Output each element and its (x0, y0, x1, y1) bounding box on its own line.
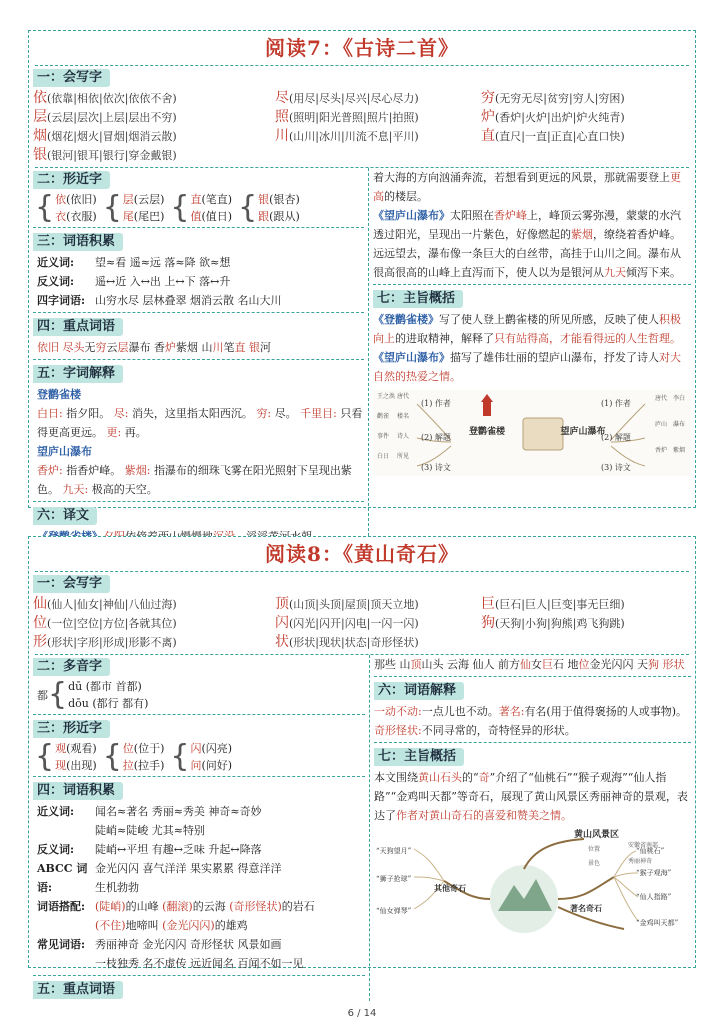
synonyms-value-1: 闻名≈著名 秀丽≈秀美 神奇≈奇妙 (95, 805, 262, 818)
write-char-item (33, 633, 269, 652)
write-char-item (33, 89, 269, 108)
mind-map-node: (3) 诗文 (600, 463, 631, 472)
four-char-label: 四字词语: (37, 294, 86, 307)
write-char-item (481, 614, 701, 633)
mind-map-leaf: 唐代 (396, 393, 409, 400)
write-char-item (33, 595, 269, 614)
brace-icon: { (170, 739, 190, 774)
key-word: 石 (553, 658, 564, 671)
write-char-item (275, 108, 475, 127)
similar-char: 值(值日) (190, 210, 233, 223)
similar-char-pair (35, 191, 97, 225)
key-word: 云 (106, 341, 118, 354)
write-char-item (275, 127, 475, 146)
similar-char-pair (103, 191, 165, 225)
mind-map-node: “仙桃石” (636, 847, 665, 855)
similar-char-pair (35, 740, 97, 774)
similar-char: 衣(衣服) (55, 210, 97, 223)
mind-map-center-2: 望庐山瀑布 (560, 427, 606, 437)
similar-char-stack (190, 740, 232, 774)
write-char: 直 (481, 128, 495, 144)
brace-icon: { (35, 739, 55, 774)
polyphone-block (33, 678, 365, 712)
key-word: 女 (531, 658, 542, 671)
polyphone-reading-1: dū (都市 首都) (68, 680, 142, 693)
write-char: 照 (275, 109, 289, 125)
mind-map-leaf: 秀丽神奇 (628, 858, 653, 865)
key-word: 依旧 (37, 341, 59, 354)
common-words-2: 一枝独秀 名不虚传 远近闻名 百闻不如一见 (95, 957, 304, 970)
section-key-words: 四：重点词语 (33, 318, 123, 336)
section-polyphone: 二：多音字 (33, 658, 110, 676)
similar-char: 位(位于) (122, 742, 165, 755)
mind-map-leaf: 庐山 (654, 421, 667, 428)
section-word-explain: 六：词语解释 (374, 682, 464, 700)
similar-char-pair (170, 740, 232, 774)
write-char-words: (山顶|头顶|屋顶|顶天立地) (289, 598, 419, 611)
write-char: 状 (275, 634, 289, 650)
mind-map-leaf: 所见 (396, 453, 409, 460)
write-char-words: (巨石|巨人|巨变|事无巨细) (495, 598, 625, 611)
section-divider (33, 359, 364, 360)
key-word: 金光闪闪 (589, 658, 634, 671)
mind-map-node: (2) 解题 (600, 433, 631, 442)
write-char-words: (香炉|火炉|出炉|炉火纯青) (495, 111, 625, 124)
write-char: 穷 (481, 90, 495, 106)
key-word: 无 (84, 341, 96, 354)
poem2-name: 望庐山瀑布 (37, 445, 92, 458)
reading7-title: 阅读7：《古诗二首》 (265, 36, 459, 60)
four-char-value: 山穷水尽 层林叠翠 烟消云散 名山大川 (95, 294, 282, 307)
section-write-chars: 一：会写字 (33, 69, 110, 87)
write-char-words: (无穷无尽|贫穷|穷人|穷困) (495, 92, 625, 105)
key-word: 前方 (498, 658, 520, 671)
reading7-card (28, 30, 696, 523)
key-word: 瀑布 (128, 341, 151, 354)
main-idea-2: 《望庐山瀑布》描写了雄伟壮丽的望庐山瀑布，抒发了诗人对大自然的热爱之情。 (372, 351, 681, 383)
similar-char: 拉(拉手) (122, 759, 165, 772)
word-explain: 一动不动:一点儿也不动。著名:有名(用于值得褒扬的人或事物)。奇形怪状:不同寻常的，奇特怪异的形状。 (374, 705, 688, 737)
mind-map-leaf: 鹳雀 (376, 413, 389, 420)
write-char: 位 (33, 615, 47, 631)
key-word: 穷 (95, 341, 107, 354)
write-char: 依 (33, 90, 47, 106)
similar-char-stack (190, 191, 232, 225)
mind-map-node: “金鸡叫天都” (636, 919, 679, 927)
key-word: 仙人 (472, 658, 495, 671)
key-word: 笔 (223, 341, 235, 354)
similar-char-stack (55, 740, 97, 774)
key-word: 地 (567, 658, 579, 671)
key-word: 山 (201, 341, 213, 354)
similar-char: 依(依旧) (55, 193, 97, 206)
similar-char-pair (238, 191, 300, 225)
left-column (29, 168, 368, 546)
key-word: 尽头 (62, 341, 85, 354)
synonyms-value: 望≈看 遥≈远 落≈降 欲≈想 (95, 256, 231, 269)
similar-char: 直(笔直) (190, 193, 233, 206)
mind-map-graphic (374, 829, 692, 949)
similar-char: 问(问好) (190, 759, 233, 772)
abcc-label: ABCC 词语: (37, 862, 88, 894)
key-word: 层 (117, 341, 129, 354)
write-char: 烟 (33, 128, 47, 144)
similar-chars-row (33, 740, 365, 774)
section-divider (33, 975, 365, 976)
poems-mind-map (373, 390, 691, 476)
section-divider (373, 284, 691, 285)
write-char: 闪 (275, 615, 289, 631)
write-chars-grid (29, 89, 695, 165)
key-word: 河 (260, 341, 271, 354)
section-word-explain: 五：字词解释 (33, 365, 123, 383)
huangshan-mind-map (374, 829, 692, 949)
section-main-idea: 七：主旨概括 (373, 290, 463, 308)
poem2-explain: 香炉: 指香炉峰。 紫烟: 指瀑布的细珠飞雾在阳光照射下呈现出紫色。 九天: 极高的天空。 (37, 464, 352, 496)
key-word: 山头 (421, 658, 444, 671)
mind-map-center: 黄山风景区 (574, 830, 620, 840)
brace-icon: { (170, 190, 190, 225)
section-divider (374, 742, 691, 743)
write-char-item (481, 108, 701, 127)
page-number: 6 / 14 (347, 1008, 377, 1019)
write-char-item (275, 614, 475, 633)
polyphone-char: 都 (37, 688, 48, 702)
key-word: 直 (234, 341, 246, 354)
key-word: 巨 (542, 658, 553, 671)
mind-map-node: (2) 解题 (420, 433, 451, 442)
collocation-label: 词语搭配: (37, 900, 86, 913)
mind-map-right-branch: 著名奇石 (570, 903, 602, 913)
write-char-words: (天狗|小狗|狗熊|鸡飞狗跳) (495, 617, 625, 630)
key-word: 那些 (374, 658, 396, 671)
write-chars-grid (29, 595, 695, 652)
mind-map-leaf: 王之涣 (376, 393, 395, 400)
write-char-item (275, 595, 475, 614)
section-write-chars: 一：会写字 (33, 575, 110, 593)
similar-char: 跟(跟从) (258, 210, 300, 223)
write-char-item (33, 108, 269, 127)
write-char-words: (山川|冰川|川流不息|平川) (289, 130, 419, 143)
key-word: 炉 (165, 341, 176, 354)
key-words-line (33, 338, 364, 357)
section-key-words: 五：重点词语 (33, 981, 123, 999)
write-char-words: (形状|现状|状态|奇形怪状) (289, 636, 419, 649)
mind-map-leaf: 香炉 (654, 447, 667, 454)
key-word: 银 (249, 341, 260, 354)
write-char-words: (依靠|相依|依次|依依不舍) (47, 92, 177, 105)
mind-map-leaf: 楼名 (396, 413, 409, 420)
translation-poem2: 《望庐山瀑布》太阳照在香炉峰上，峰顶云雾弥漫，蒙蒙的水汽透过阳光，呈现出一片紫色，好像燃起的紫烟，缭绕着香炉峰。远远望去，瀑布像一条巨大的白丝带，高挂于山川之间。瀑布从很高很高的山峰上直泻而下，使人以为是银河从九天倾泻下来。 (372, 209, 681, 279)
section-divider (33, 501, 364, 502)
key-word: 形状 (662, 658, 685, 671)
write-char-item (33, 614, 269, 633)
brace-icon: { (48, 677, 68, 712)
similar-char-stack (55, 191, 97, 225)
section-translation: 六：译文 (33, 507, 97, 525)
mind-map-node: “猴子观海” (636, 869, 672, 877)
similar-char: 银(银杏) (258, 193, 300, 206)
antonyms-value: 遥↔近 入↔出 上↔下 落↔升 (95, 275, 231, 288)
key-word: 山 (399, 658, 411, 671)
right-column (369, 655, 695, 1001)
common-words-1: 秀丽神奇 金光闪闪 奇形怪状 风景如画 (95, 938, 282, 951)
antonyms-label: 反义词: (37, 843, 75, 856)
main-idea: 本文围绕黄山石头的“奇”介绍了“仙桃石”“猴子观海”“仙人指路”“金鸡叫天都”等奇石，展现了黄山风景区秀丽神奇的景观，表达了作者对黄山奇石的喜爱和赞美之情。 (374, 771, 688, 822)
similar-chars-row (33, 191, 364, 225)
mind-map-node: (3) 诗文 (420, 463, 451, 472)
key-word: 紫烟 (176, 341, 198, 354)
write-char-words: (烟花|烟火|冒烟|烟消云散) (47, 130, 177, 143)
section-divider (33, 227, 364, 228)
mind-map-center-1: 登鹳雀楼 (468, 427, 505, 437)
similar-char: 闪(闪亮) (190, 742, 233, 755)
mind-map-leaf: 诗人 (396, 433, 409, 440)
reading8-card (28, 536, 696, 997)
similar-char: 现(出现) (55, 759, 97, 772)
similar-char-pair (103, 740, 165, 774)
section-similar-chars: 三：形近字 (33, 720, 110, 738)
brace-icon: { (102, 190, 122, 225)
key-word: 顶 (410, 658, 422, 671)
mind-map-node: “仙女弹琴” (376, 907, 412, 915)
mind-map-node: “仙人指路” (636, 893, 672, 901)
write-char-item (33, 146, 269, 165)
write-char-words: (用尽|尽头|尽兴|尽心尽力) (289, 92, 419, 105)
key-word: 香 (154, 341, 165, 354)
section-divider (374, 676, 691, 677)
write-char: 顶 (275, 596, 289, 612)
mind-map-leaf: 唐代 (654, 395, 667, 402)
write-char: 银 (33, 147, 47, 163)
write-char: 巨 (481, 596, 495, 612)
mind-map-leaf: 事件 (376, 433, 389, 440)
section-main-idea: 七：主旨概括 (374, 748, 464, 766)
write-char-words: (闪光|闪开|闪电|一闪一闪) (289, 617, 419, 630)
right-column (368, 168, 695, 546)
similar-char-stack (123, 740, 165, 774)
write-char-words: (照明|阳光普照|照片|拍照) (289, 111, 419, 124)
section-divider (33, 312, 364, 313)
reading8-title: 阅读8：《黄山奇石》 (265, 542, 459, 566)
section-word-accum: 四：词语积累 (33, 782, 123, 800)
key-word: 仙 (520, 658, 531, 671)
write-char: 仙 (33, 596, 47, 612)
write-char-item (481, 595, 701, 614)
mind-map-node: “天狗望月” (376, 847, 412, 855)
common-words-label: 常见词语: (37, 938, 86, 951)
mind-map-node: (1) 作者 (420, 399, 451, 408)
antonyms-value: 陡峭↔平坦 有趣↔乏味 升起↔降落 (95, 843, 262, 856)
write-char-words: (直尺|一直|正直|心直口快) (495, 130, 625, 143)
write-char-words: (形状|字形|形成|形影不离) (47, 636, 177, 649)
key-word: 位 (578, 658, 590, 671)
write-char-words: (仙人|仙女|神仙|八仙过海) (47, 598, 177, 611)
write-char-words: (银河|银耳|银行|穿金戴银) (47, 149, 177, 162)
section-divider (33, 714, 365, 715)
key-word: 云海 (447, 658, 469, 671)
main-idea-1: 《登鹳雀楼》写了使人登上鹳雀楼的所见所感，反映了使人积极向上的进取精神，解释了只有站得高，才能看得远的人生哲理。 (372, 313, 681, 345)
mind-map-left-branch: 其他奇石 (434, 883, 466, 893)
key-word: 天 (637, 658, 648, 671)
write-char: 炉 (481, 109, 495, 125)
write-char-item (33, 127, 269, 146)
poem1-name: 登鹳雀楼 (37, 388, 81, 401)
mind-map-graphic (373, 390, 691, 476)
similar-char-stack (258, 191, 300, 225)
synonyms-label: 近义词: (37, 256, 75, 269)
mind-map-leaf: 安徽省南部 (628, 842, 659, 849)
write-char: 层 (33, 109, 47, 125)
mind-map-leaf: 景色 (588, 860, 601, 867)
write-char-item (481, 89, 701, 108)
write-char-item (481, 127, 701, 146)
mind-map-leaf: 白日 (376, 453, 389, 460)
abcc-value-2: 生机勃勃 (95, 881, 139, 894)
mind-map-leaf: 位置 (588, 846, 601, 853)
write-char: 川 (275, 128, 289, 144)
collocation-value: (陡峭)的山峰 (翻滚)的云海 (奇形怪状)的岩石 (不住)地啼叫 (金光闪闪)的雄鸡 (95, 900, 315, 932)
mind-map-node: (1) 作者 (600, 399, 631, 408)
brace-icon: { (238, 190, 258, 225)
mind-map-leaf: 紫烟 (672, 447, 685, 454)
abcc-value-1: 金光闪闪 喜气洋洋 果实累累 得意洋洋 (95, 862, 282, 875)
section-divider (33, 776, 365, 777)
antonyms-label: 反义词: (37, 275, 75, 288)
similar-char: 层(云层) (122, 193, 165, 206)
section-similar-chars: 二：形近字 (33, 171, 110, 189)
key-word: 狗 (648, 658, 659, 671)
key-word: 川 (212, 341, 224, 354)
similar-char-pair (170, 191, 232, 225)
write-char: 形 (33, 634, 47, 650)
similar-char: 观(观看) (55, 742, 97, 755)
write-char-item (275, 633, 475, 652)
mind-map-leaf: 李白 (672, 395, 685, 402)
left-column (29, 655, 369, 1001)
poem1-explain: 白日: 指夕阳。 尽: 消失，这里指太阳西沉。 穷: 尽。 千里目: 只看得更高更远。 更: 再。 (37, 407, 363, 439)
key-words-line (374, 655, 691, 674)
brace-icon: { (35, 190, 55, 225)
synonyms-label: 近义词: (37, 805, 75, 818)
polyphone-reading-2: dōu (都行 都有) (68, 697, 149, 710)
similar-char-stack (123, 191, 165, 225)
mind-map-leaf: 瀑布 (672, 421, 685, 428)
write-char-item (275, 89, 475, 108)
translation-cont: 着大海的方向汹涌奔流，若想看到更远的风景，那就需要登上更高的楼层。 (372, 171, 681, 203)
write-char: 狗 (481, 615, 495, 631)
synonyms-value-2: 陡峭≈陡峻 尤其≈特别 (95, 824, 205, 837)
section-word-accum: 三：词语积累 (33, 233, 123, 251)
write-char-words: (一位|空位|方位|各就其位) (47, 617, 177, 630)
mind-map-node: “狮子抢球” (376, 875, 412, 883)
similar-char: 尾(尾巴) (122, 210, 165, 223)
write-char-words: (云层|层次|上层|层出不穷) (47, 111, 177, 124)
write-char: 尽 (275, 90, 289, 106)
brace-icon: { (102, 739, 122, 774)
